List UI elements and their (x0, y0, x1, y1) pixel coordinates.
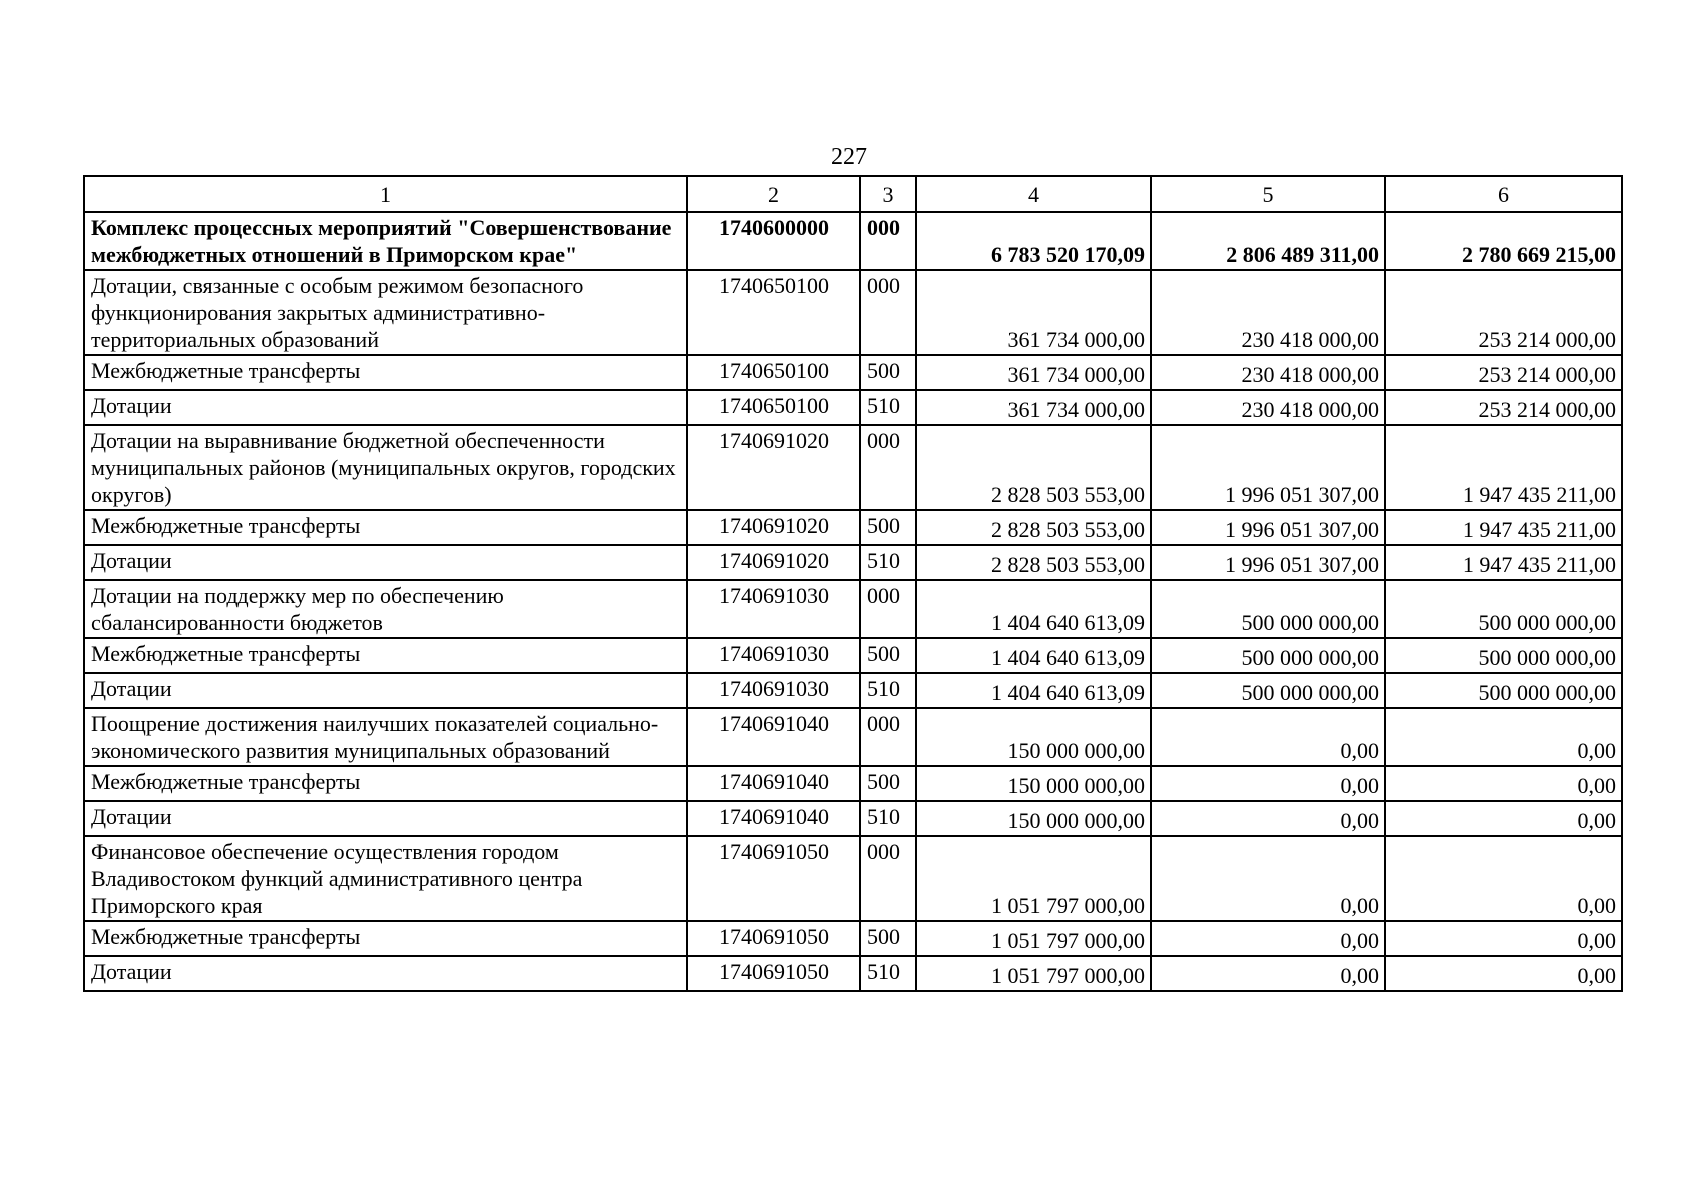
row-code: 1740691020 (687, 510, 860, 545)
row-value-col5: 230 418 000,00 (1151, 355, 1385, 390)
row-type-code: 500 (860, 510, 916, 545)
table-row (84, 270, 1622, 355)
row-value-col5: 2 806 489 311,00 (1151, 212, 1385, 270)
row-description: Дотации (84, 545, 687, 580)
row-value-col4: 1 404 640 613,09 (916, 638, 1151, 673)
row-description: Дотации (84, 390, 687, 425)
row-value-col5: 500 000 000,00 (1151, 580, 1385, 638)
row-value-col5: 0,00 (1151, 708, 1385, 766)
row-type-code: 500 (860, 766, 916, 801)
row-value-col6: 1 947 435 211,00 (1385, 545, 1622, 580)
row-value-col4: 361 734 000,00 (916, 355, 1151, 390)
row-value-col5: 0,00 (1151, 766, 1385, 801)
row-code: 1740650100 (687, 390, 860, 425)
row-value-col6: 0,00 (1385, 766, 1622, 801)
row-value-col6: 0,00 (1385, 801, 1622, 836)
row-code: 1740691040 (687, 801, 860, 836)
row-type-code: 500 (860, 638, 916, 673)
row-description: Межбюджетные трансферты (84, 355, 687, 390)
row-value-col6: 253 214 000,00 (1385, 270, 1622, 355)
table-row (84, 638, 1622, 673)
row-type-code: 510 (860, 956, 916, 991)
table-row (84, 212, 1622, 270)
row-code: 1740691030 (687, 638, 860, 673)
row-description: Межбюджетные трансферты (84, 766, 687, 801)
row-description: Финансовое обеспечение осуществления городом Владивостоком функций административного центра Приморского края (84, 836, 687, 921)
row-description: Дотации, связанные с особым режимом безопасного функционирования закрытых административно-территориальных образований (84, 270, 687, 355)
row-type-code: 000 (860, 270, 916, 355)
row-type-code: 500 (860, 355, 916, 390)
row-code: 1740691050 (687, 921, 860, 956)
table-row (84, 836, 1622, 921)
row-value-col5: 0,00 (1151, 956, 1385, 991)
row-value-col6: 1 947 435 211,00 (1385, 510, 1622, 545)
row-value-col5: 1 996 051 307,00 (1151, 425, 1385, 510)
row-description: Поощрение достижения наилучших показателей социально-экономического развития муниципальных образований (84, 708, 687, 766)
row-description: Межбюджетные трансферты (84, 921, 687, 956)
table-row (84, 545, 1622, 580)
row-description: Межбюджетные трансферты (84, 510, 687, 545)
row-value-col5: 1 996 051 307,00 (1151, 545, 1385, 580)
row-value-col6: 2 780 669 215,00 (1385, 212, 1622, 270)
row-value-col6: 0,00 (1385, 836, 1622, 921)
row-description: Дотации на поддержку мер по обеспечению сбалансированности бюджетов (84, 580, 687, 638)
row-type-code: 500 (860, 921, 916, 956)
row-code: 1740691020 (687, 545, 860, 580)
row-value-col4: 150 000 000,00 (916, 801, 1151, 836)
row-value-col4: 361 734 000,00 (916, 390, 1151, 425)
table-row (84, 390, 1622, 425)
row-value-col4: 2 828 503 553,00 (916, 545, 1151, 580)
row-value-col6: 253 214 000,00 (1385, 355, 1622, 390)
table-row (84, 425, 1622, 510)
row-code: 1740691050 (687, 836, 860, 921)
row-value-col5: 0,00 (1151, 836, 1385, 921)
row-description: Межбюджетные трансферты (84, 638, 687, 673)
row-value-col6: 253 214 000,00 (1385, 390, 1622, 425)
row-value-col6: 0,00 (1385, 921, 1622, 956)
column-header: 6 (1385, 176, 1622, 212)
row-value-col4: 2 828 503 553,00 (916, 510, 1151, 545)
column-header: 1 (84, 176, 687, 212)
row-value-col4: 150 000 000,00 (916, 766, 1151, 801)
row-type-code: 510 (860, 545, 916, 580)
table-row (84, 921, 1622, 956)
row-type-code: 000 (860, 708, 916, 766)
row-value-col6: 0,00 (1385, 956, 1622, 991)
table-row (84, 708, 1622, 766)
row-code: 1740691020 (687, 425, 860, 510)
row-code: 1740600000 (687, 212, 860, 270)
row-code: 1740691040 (687, 708, 860, 766)
row-value-col5: 0,00 (1151, 801, 1385, 836)
row-type-code: 000 (860, 836, 916, 921)
row-code: 1740691030 (687, 673, 860, 708)
column-header: 5 (1151, 176, 1385, 212)
row-value-col4: 150 000 000,00 (916, 708, 1151, 766)
row-value-col5: 1 996 051 307,00 (1151, 510, 1385, 545)
row-value-col4: 1 051 797 000,00 (916, 956, 1151, 991)
row-description: Дотации (84, 673, 687, 708)
row-type-code: 000 (860, 580, 916, 638)
row-code: 1740650100 (687, 270, 860, 355)
row-description: Комплекс процессных мероприятий "Совершенствование межбюджетных отношений в Приморском крае" (84, 212, 687, 270)
table-row (84, 580, 1622, 638)
table-row (84, 766, 1622, 801)
column-header: 2 (687, 176, 860, 212)
table-row (84, 801, 1622, 836)
row-type-code: 510 (860, 390, 916, 425)
row-value-col5: 500 000 000,00 (1151, 673, 1385, 708)
row-value-col6: 500 000 000,00 (1385, 673, 1622, 708)
row-value-col6: 500 000 000,00 (1385, 580, 1622, 638)
table-row (84, 355, 1622, 390)
column-header: 3 (860, 176, 916, 212)
row-code: 1740691030 (687, 580, 860, 638)
row-description: Дотации (84, 956, 687, 991)
row-type-code: 510 (860, 801, 916, 836)
page-number: 227 (831, 144, 867, 170)
row-value-col6: 0,00 (1385, 708, 1622, 766)
row-code: 1740691040 (687, 766, 860, 801)
table-row (84, 673, 1622, 708)
row-type-code: 000 (860, 212, 916, 270)
row-type-code: 000 (860, 425, 916, 510)
row-code: 1740691050 (687, 956, 860, 991)
row-value-col4: 1 404 640 613,09 (916, 580, 1151, 638)
table-row (84, 510, 1622, 545)
row-value-col4: 1 051 797 000,00 (916, 836, 1151, 921)
row-value-col6: 500 000 000,00 (1385, 638, 1622, 673)
row-description: Дотации (84, 801, 687, 836)
table-body (84, 212, 1622, 991)
row-value-col6: 1 947 435 211,00 (1385, 425, 1622, 510)
row-description: Дотации на выравнивание бюджетной обеспеченности муниципальных районов (муниципальных округов, городских округов) (84, 425, 687, 510)
row-value-col4: 2 828 503 553,00 (916, 425, 1151, 510)
row-value-col5: 0,00 (1151, 921, 1385, 956)
row-value-col4: 1 404 640 613,09 (916, 673, 1151, 708)
header-row (84, 176, 1622, 212)
column-header: 4 (916, 176, 1151, 212)
row-value-col5: 230 418 000,00 (1151, 390, 1385, 425)
row-value-col4: 6 783 520 170,09 (916, 212, 1151, 270)
row-type-code: 510 (860, 673, 916, 708)
row-value-col5: 230 418 000,00 (1151, 270, 1385, 355)
budget-table (83, 175, 1623, 992)
row-value-col4: 361 734 000,00 (916, 270, 1151, 355)
row-value-col5: 500 000 000,00 (1151, 638, 1385, 673)
row-code: 1740650100 (687, 355, 860, 390)
row-value-col4: 1 051 797 000,00 (916, 921, 1151, 956)
table-row (84, 956, 1622, 991)
